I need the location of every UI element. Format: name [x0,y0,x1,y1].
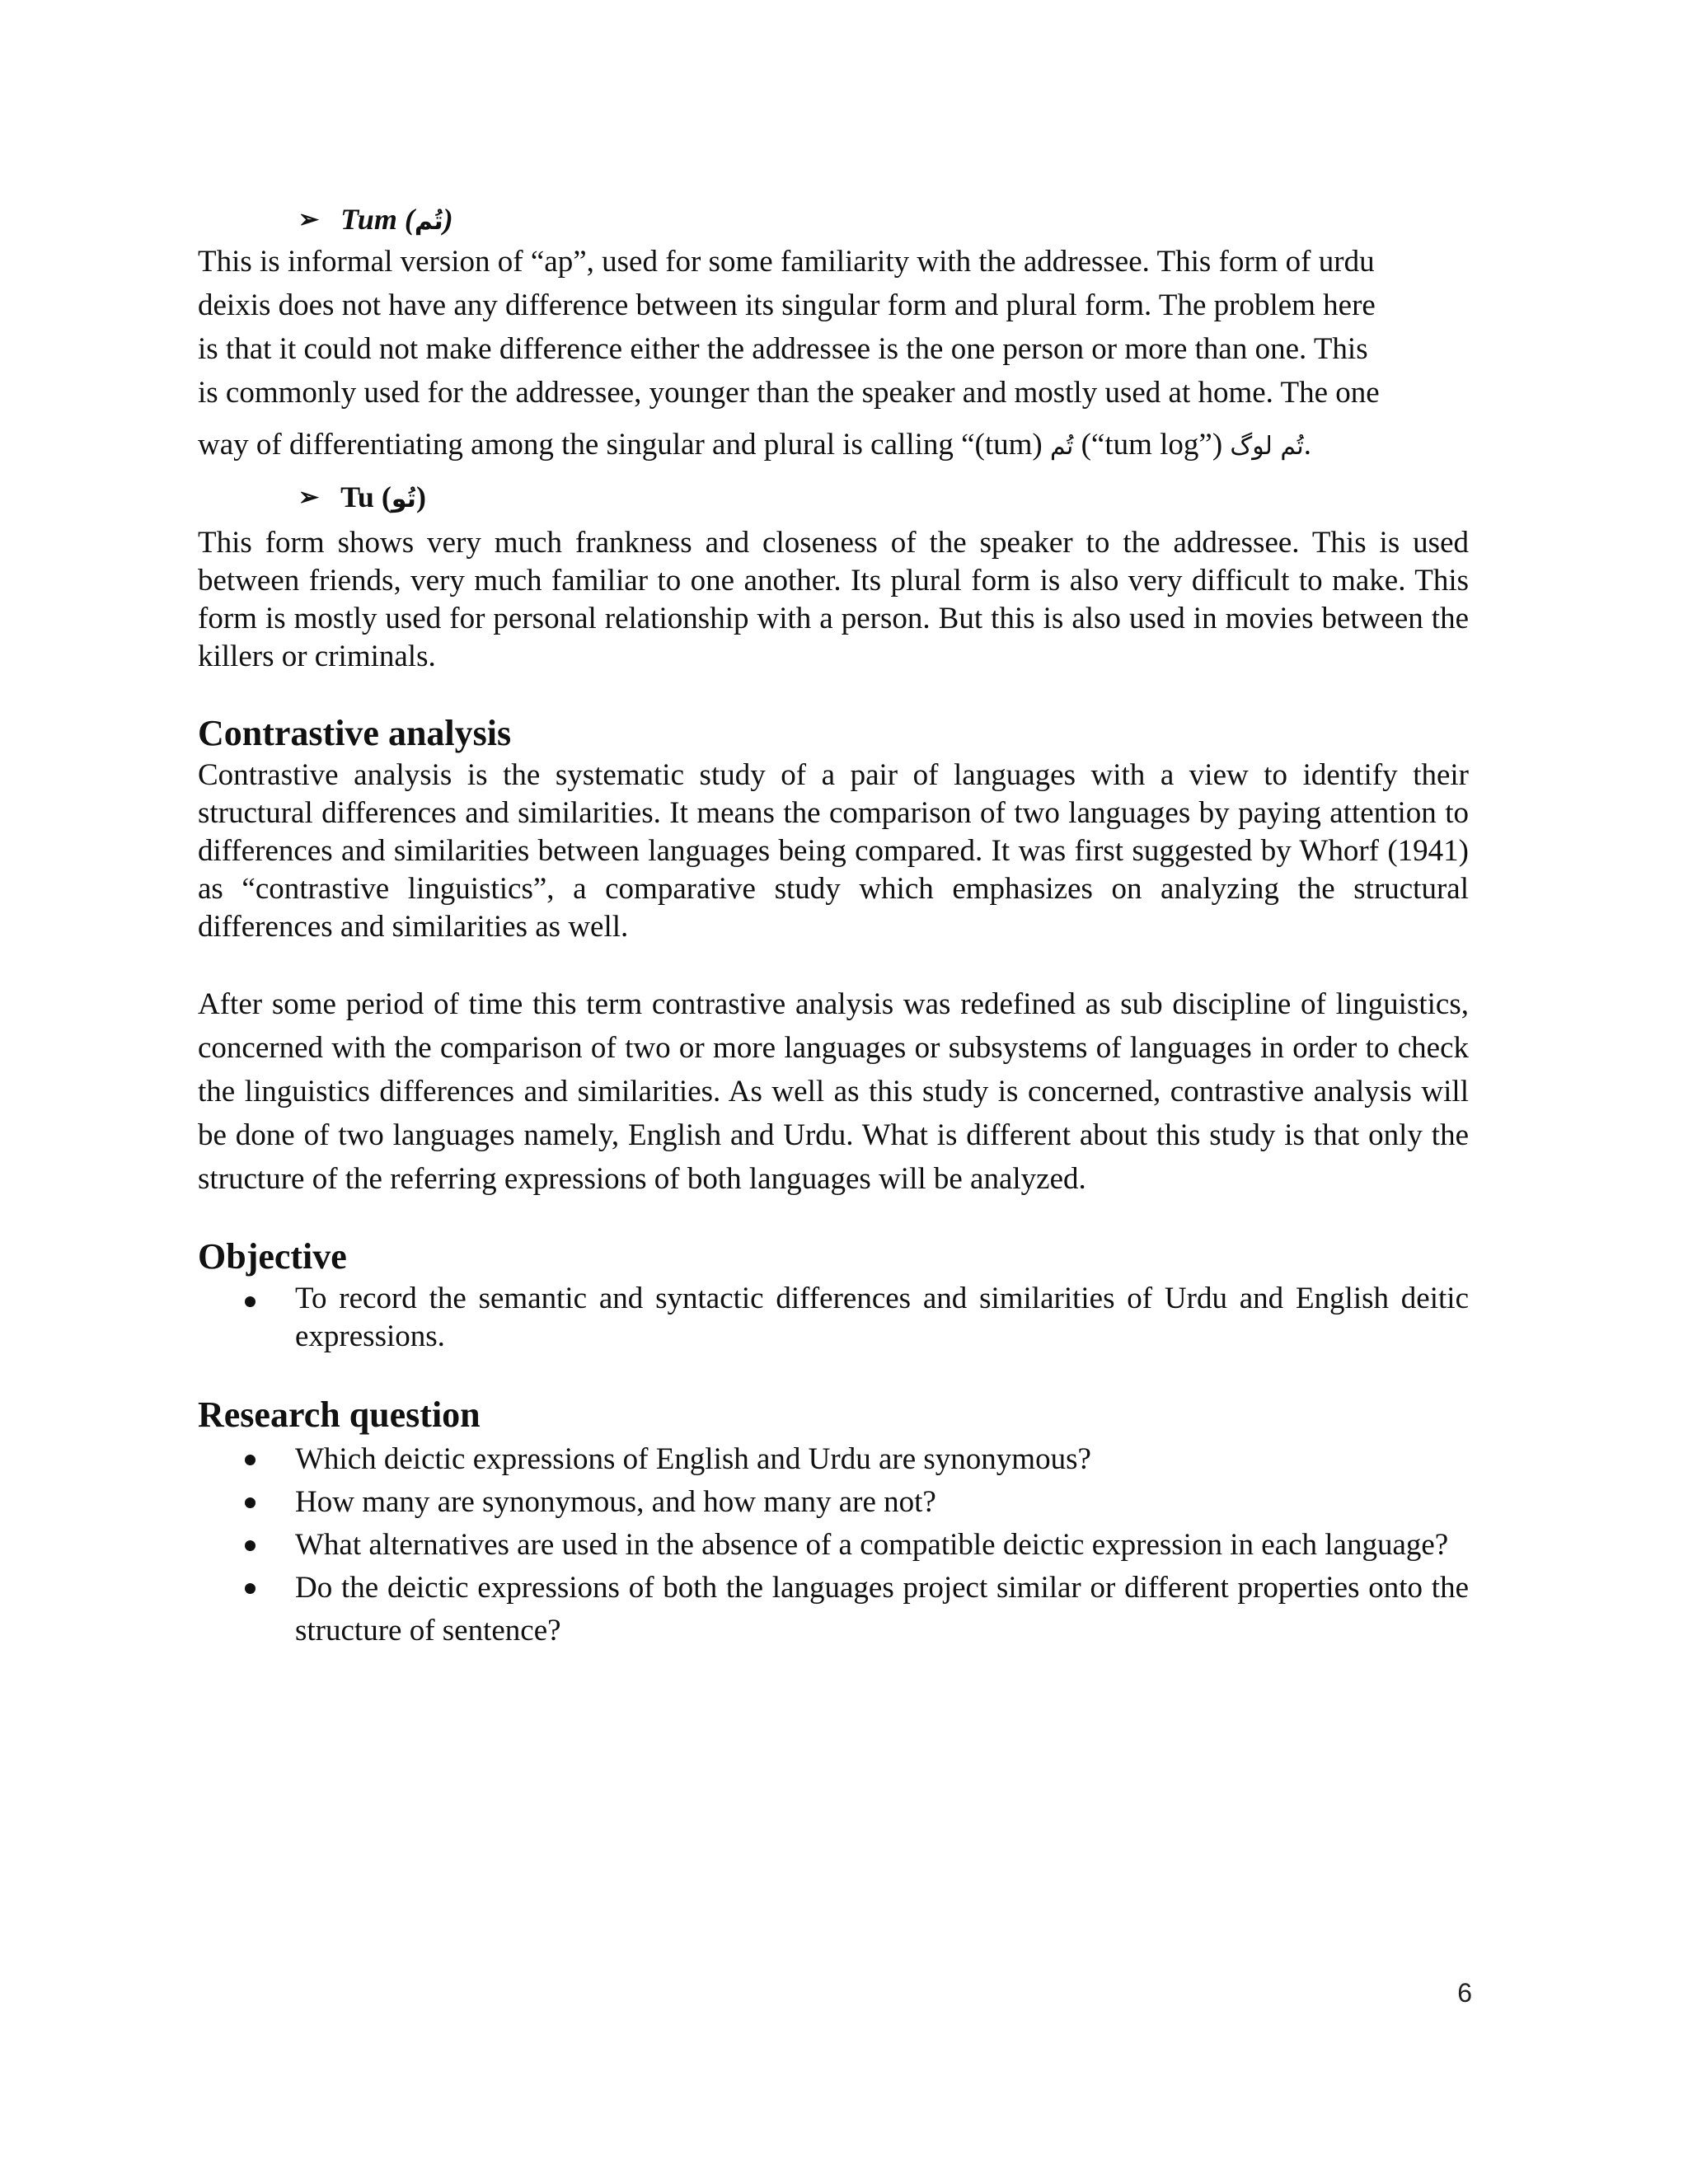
objective-heading: Objective [198,1236,347,1277]
bullet-dot-icon [245,1583,256,1594]
page-number: 6 [1457,1978,1472,2008]
tum-line-3: is that it could not make difference either the addressee is the one person or more than one. This [198,332,1368,366]
tu-heading [298,480,1469,514]
tum-line-5 [198,423,1469,468]
research-item-text: Do the deictic expressions of both the languages project similar or different properties onto the structure of sentence? [295,1571,1469,1647]
tum-last-line-pre: way of differentiating among the singular and plural is calling “(tum) [198,428,1043,462]
list-item [198,1567,1469,1652]
list-item [198,1438,1469,1481]
list-item [198,1524,1469,1567]
research-list [198,1438,1469,1652]
tum-line-2: deixis does not have any difference between its singular form and plural form. The problem here [198,288,1376,322]
bullet-dot-icon [245,1455,256,1465]
tum-heading-close: ) [443,203,453,236]
list-item [198,1280,1469,1356]
bullet-dot-icon [245,1296,256,1307]
bullet-dot-icon [245,1540,256,1551]
contrastive-paragraph-2: After some period of time this term contrastive analysis was redefined as sub discipline of linguistics, concerned with the comparison of two or more languages or subsystems of languages in order to check the linguistics differences and similarities. As well as this study is concerned, contrastive analysis will be done of two languages namely, English and Urdu. What is different about this study is that only the structure of the referring expressions of both languages will be analyzed. [198,987,1469,1196]
contrastive-heading: Contrastive analysis [198,713,512,753]
tum-paragraph [198,240,1469,468]
list-item [198,1481,1469,1524]
tu-heading-text: Tu ( [340,480,392,513]
tum-last-line-mid: (“tum log”) [1081,428,1223,462]
tum-urdu-glyph: تُم [414,207,443,236]
arrow-bullet-icon: ➢ [298,205,320,233]
tum-line-1: This is informal version of “ap”, used for some familiarity with the addressee. This form of urdu [198,245,1375,279]
arrow-bullet-icon: ➢ [298,483,320,511]
contrastive-paragraph-1: Contrastive analysis is the systematic study of a pair of languages with a view to identify their structural differences and similarities. It means the comparison of two languages by paying attention to differences and similarities between languages being compared. It was first suggested by Whorf (1941) as “contrastive linguistics”, a comparative study which emphasizes on analyzing the structural differences and similarities as well. [198,758,1469,944]
tum-last-line-end: . [1303,428,1311,462]
research-heading: Research question [198,1394,481,1435]
page-content [198,202,1469,1652]
objective-item-text: To record the semantic and syntactic differences and similarities of Urdu and English deitic expressions. [295,1282,1469,1353]
objective-list [198,1280,1469,1356]
tu-heading-close: ) [415,480,426,513]
tum-urdu-inline-2: تُم لوگ [1230,432,1304,461]
tum-heading-text: Tum ( [340,203,415,236]
tum-line-4: is commonly used for the addressee, younger than the speaker and mostly used at home. The one [198,376,1380,410]
tum-heading [298,202,1469,237]
research-item-text: What alternatives are used in the absence of a compatible deictic expression in each language? [295,1528,1449,1562]
tum-urdu-inline-1: تُم [1050,432,1074,461]
research-item-text: How many are synonymous, and how many are not? [295,1485,936,1519]
bullet-dot-icon [245,1497,256,1508]
tu-paragraph: This form shows very much frankness and closeness of the speaker to the addressee. This is used between friends, very much familiar to one another. Its plural form is also very difficult to make. This form is mostly used for personal relationship with a person. But this is also used in movies between the killers or criminals. [198,526,1469,673]
tu-urdu-glyph: تُو [391,485,416,513]
research-item-text: Which deictic expressions of English and Urdu are synonymous? [295,1442,1091,1476]
